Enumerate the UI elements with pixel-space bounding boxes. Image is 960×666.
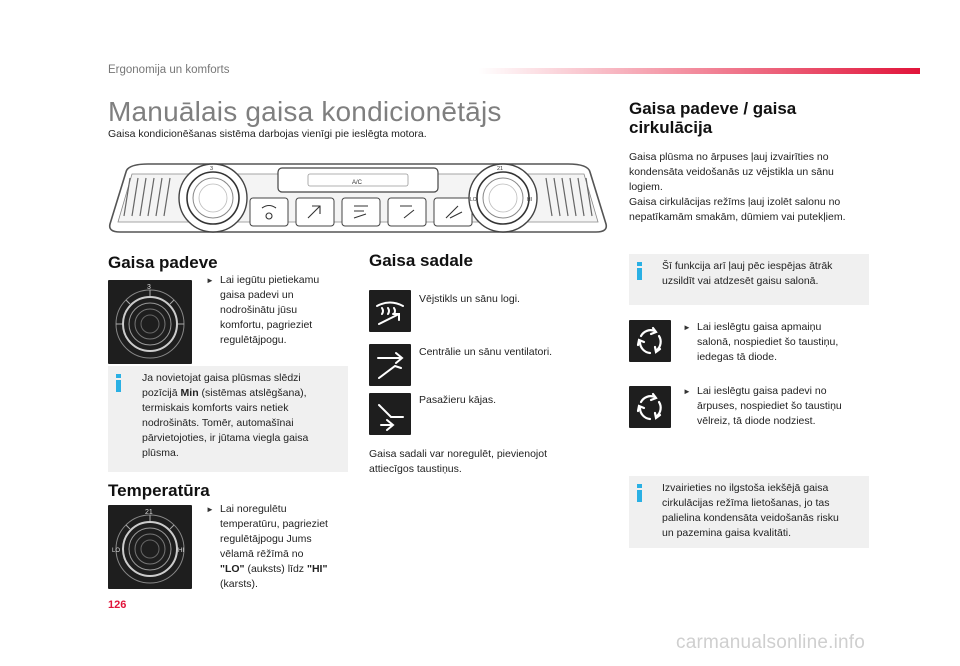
recirculation-info-box-2: Izvairieties no ilgstoša iekšējā gaisa cirkulācijas režīma lietošanas, jo tas palielina kondensāta veidošanās risku un pazemina gaisa kvalitāti. <box>629 476 869 548</box>
fresh-air-instruction: ► Lai ieslēgtu gaisa padevi no ārpuses, nospiediet šo taustiņu vēlreiz, tā diode nodziest. <box>683 385 842 427</box>
bullet-arrow-icon: ► <box>683 387 691 396</box>
air-distribution-note: Gaisa sadali var noregulēt, pievienojot attiecīgos taustiņus. <box>369 448 548 475</box>
panel-temp-hi-label: HI <box>527 197 532 203</box>
panel-fan-dial-label: 3 <box>210 166 214 172</box>
section-label: Ergonomija un komforts <box>108 64 230 76</box>
lo-setting-label: "LO" <box>220 563 245 575</box>
windshield-defrost-icon <box>369 290 411 332</box>
page-title: Manuālais gaisa kondicionētājs <box>108 96 502 127</box>
fresh-air-intake-icon <box>629 386 671 428</box>
footwell-icon <box>369 393 411 435</box>
face-vent-icon <box>369 344 411 386</box>
temperature-heading: Temperatūra <box>108 481 210 500</box>
air-supply-info-box: Ja novietojat gaisa plūsmas slēdzi pozīcijā Min (sistēmas atslēgšana), termiskais komforts vairs netiek nodrošināts. Tomēr, automašīnai pārvietojoties, ir jūtama viegla gaisa plūsma. <box>108 366 348 472</box>
air-supply-heading: Gaisa padeve <box>108 253 218 272</box>
bullet-arrow-icon: ► <box>683 323 691 332</box>
climate-control-panel-illustration <box>108 158 608 238</box>
bullet-arrow-icon: ► <box>206 276 214 285</box>
hi-setting-label: "HI" <box>306 563 328 575</box>
header-accent-rule <box>478 68 920 74</box>
min-position-label: Min <box>180 387 199 399</box>
page-number: 126 <box>108 599 127 611</box>
recirculation-heading: Gaisa padeve / gaisa cirkulācija <box>629 99 797 137</box>
recirculation-description: Gaisa plūsma no ārpuses ļauj izvairīties no kondensāta veidošanās uz vējstikla un sānu logiem. Gaisa cirkulācijas režīms ļauj izolēt salonu no nepatīkamām smakām, dūmiem vai putekļiem. <box>629 151 846 223</box>
temp-dial-hi: HI <box>178 548 184 554</box>
info-icon <box>116 374 121 392</box>
recirculation-on-icon <box>629 320 671 362</box>
bullet-arrow-icon: ► <box>206 505 214 514</box>
fan-speed-dial-image <box>108 280 192 364</box>
air-dist-item-vents: Centrālie un sānu ventilatori. <box>419 346 553 358</box>
temp-dial-lo: LO <box>112 548 121 554</box>
page-subtitle: Gaisa kondicionēšanas sistēma darbojas vienīgi pie ieslēgta motora. <box>108 128 427 140</box>
fan-dial-number: 3 <box>147 284 151 291</box>
info-icon <box>637 262 642 280</box>
air-dist-item-footwell: Pasažieru kājas. <box>419 394 497 406</box>
temp-dial-number: 21 <box>145 509 153 516</box>
air-supply-instruction: ► Lai iegūtu pietiekamu gaisa padevi un nodrošinātu jūsu komfortu, pagrieziet regulētājpogu. <box>206 274 320 346</box>
air-dist-item-windshield: Vējstikls un sānu logi. <box>419 293 520 305</box>
panel-ac-label: A/C <box>352 180 363 186</box>
info-icon <box>637 484 642 502</box>
recirculation-on-instruction: ► Lai ieslēgtu gaisa apmaiņu salonā, nospiediet šo taustiņu, iedegas tā diode. <box>683 321 839 363</box>
temperature-instruction: ► Lai noregulētu temperatūru, pagrieziet regulētājpogu Jums vēlamā rēžīmā no "LO" (auksts) līdz "HI" (karsts). <box>206 503 328 590</box>
panel-temp-dial-label: 21 <box>497 166 504 172</box>
air-distribution-heading: Gaisa sadale <box>369 251 473 270</box>
panel-temp-lo-label: LO <box>470 197 477 203</box>
recirculation-info-box-1: Šī funkcija arī ļauj pēc iespējas ātrāk uzsildīt vai atdzesēt gaisu salonā. <box>629 254 869 305</box>
temperature-dial-image <box>108 505 192 589</box>
watermark: carmanualsonline.info <box>676 632 866 653</box>
